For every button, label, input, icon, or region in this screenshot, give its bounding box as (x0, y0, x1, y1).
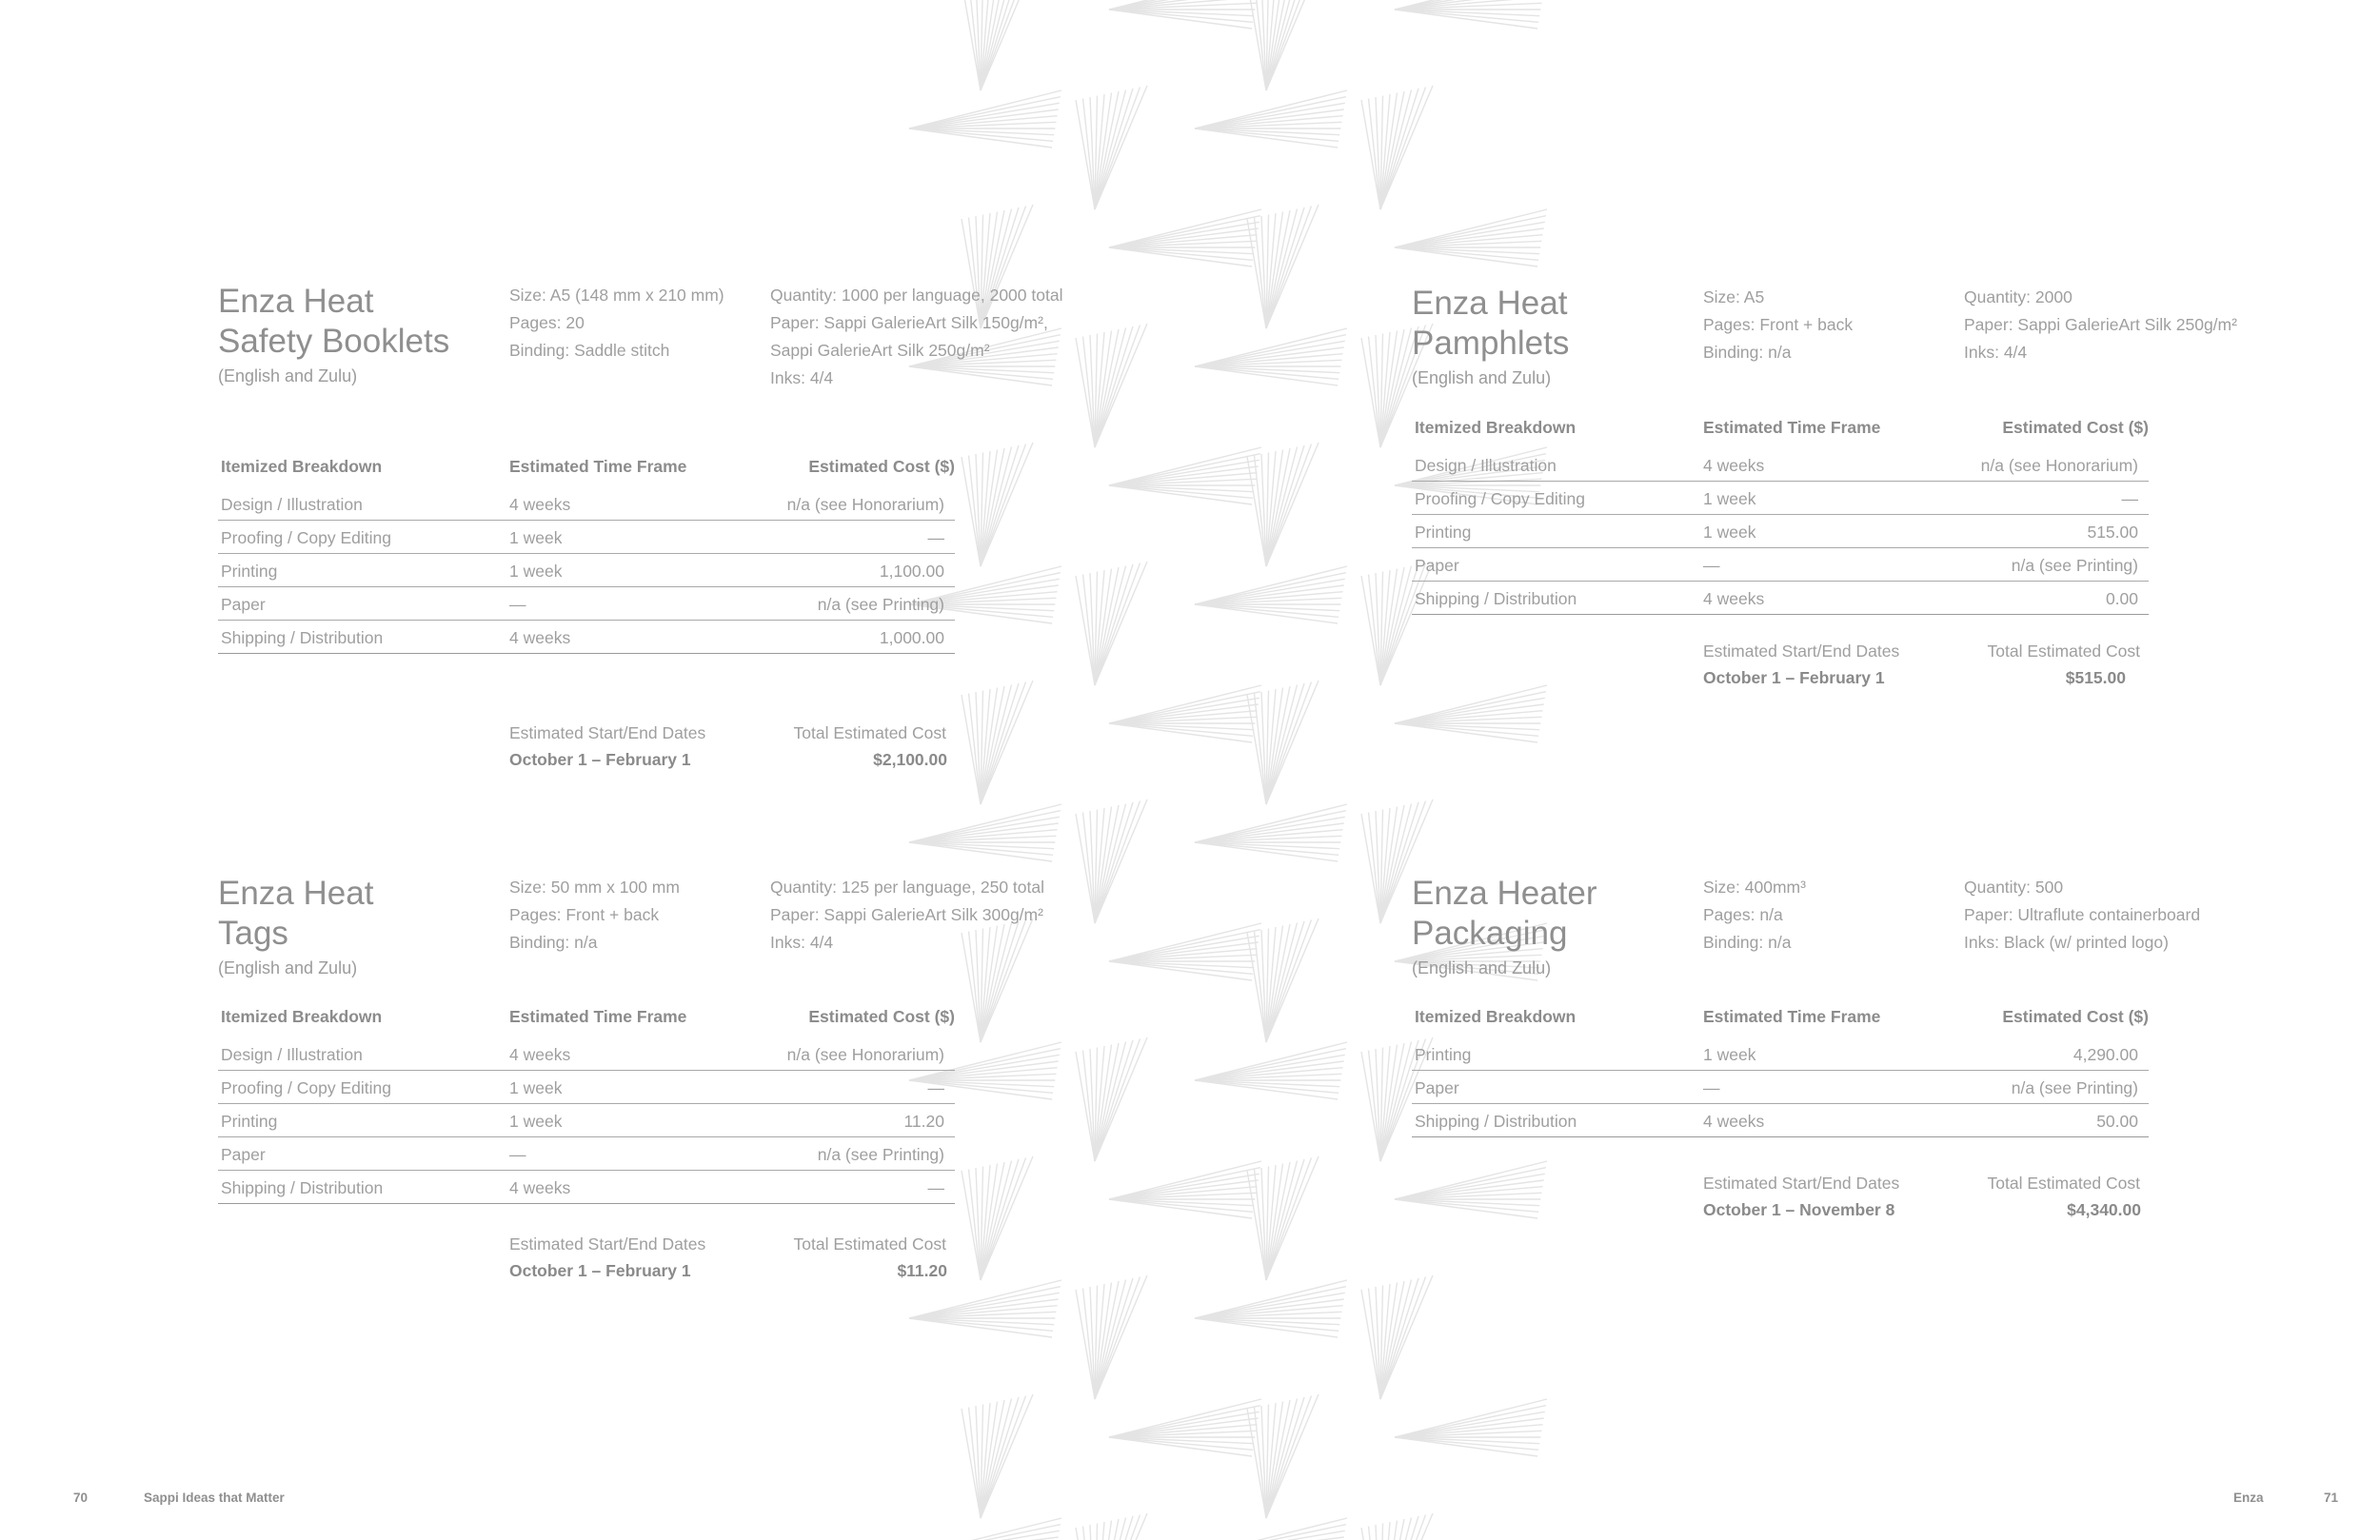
spec-size-pages-binding (509, 874, 680, 957)
total-cost-value: $515.00 (2065, 668, 2126, 687)
spec-paper: Paper: Ultraflute containerboard (1964, 905, 2201, 924)
project-subtitle: (English and Zulu) (1412, 958, 1552, 977)
spec-size: Size: A5 (148 mm x 210 mm) (509, 286, 724, 305)
table-row (1412, 515, 2149, 548)
row-item: Printing (221, 562, 278, 581)
row-time: 4 weeks (1703, 1112, 1765, 1131)
spec-pages: Pages: Front + back (509, 905, 660, 924)
row-time: 1 week (1703, 523, 1756, 542)
row-item: Shipping / Distribution (221, 1178, 384, 1197)
spec-paper: Paper: Sappi GalerieArt Silk 300g/m² (770, 905, 1043, 924)
project-heater-packaging (1412, 874, 2269, 1235)
row-item: Proofing / Copy Editing (1415, 489, 1585, 508)
row-cost: n/a (see Honorarium) (786, 495, 944, 514)
col-header-item: Itemized Breakdown (221, 457, 383, 476)
row-item: Proofing / Copy Editing (221, 1078, 391, 1097)
project-title-line-2: Tags (218, 915, 288, 952)
project-tags (218, 874, 1044, 1293)
row-item: Printing (1415, 1045, 1472, 1064)
table-row (218, 487, 955, 521)
row-cost: 11.20 (903, 1112, 944, 1131)
row-time: 4 weeks (509, 1045, 571, 1064)
row-time: 4 weeks (509, 1178, 571, 1197)
col-header-item: Itemized Breakdown (1415, 1007, 1577, 1026)
table-row (218, 554, 955, 587)
spec-quantity: Quantity: 500 (1964, 878, 2064, 897)
spec-binding: Binding: n/a (1703, 933, 1792, 952)
project-title-block (1412, 284, 1569, 390)
row-time: 1 week (509, 562, 563, 581)
total-cost-label: Total Estimated Cost (793, 1234, 946, 1254)
row-cost: 50.00 (2096, 1112, 2138, 1131)
table-row (218, 621, 955, 654)
project-pamphlets (1412, 284, 2269, 702)
row-time: 4 weeks (1703, 456, 1765, 475)
row-time: — (509, 595, 526, 614)
spec-binding: Binding: n/a (509, 933, 598, 952)
spec-quantity-paper-inks (770, 282, 1062, 392)
itemized-table (1412, 410, 2149, 615)
spec-pages: Pages: Front + back (1703, 315, 1854, 334)
total-cost-label: Total Estimated Cost (793, 723, 946, 742)
table-row (218, 521, 955, 554)
spec-binding: Binding: n/a (1703, 343, 1792, 362)
spec-paper-cont: Sappi GalerieArt Silk 250g/m² (770, 341, 990, 360)
table-row (1412, 1071, 2149, 1104)
row-time: 1 week (509, 1112, 563, 1131)
row-item: Paper (1415, 1078, 1459, 1097)
spec-size: Size: A5 (1703, 287, 1765, 306)
project-title-line-2: Safety Booklets (218, 323, 450, 360)
row-time: 4 weeks (509, 628, 571, 647)
spec-quantity: Quantity: 1000 per language, 2000 total (770, 286, 1063, 305)
spec-paper: Paper: Sappi GalerieArt Silk 250g/m² (1964, 315, 2237, 334)
table-row (1412, 448, 2149, 482)
spec-pages: Pages: 20 (509, 313, 585, 332)
row-cost: 0.00 (2105, 589, 2138, 608)
spec-binding: Binding: Saddle stitch (509, 341, 670, 360)
footer-right-title: Enza (2233, 1491, 2264, 1505)
totals-block (1703, 638, 2141, 695)
dates-value: October 1 – November 8 (1703, 1200, 1895, 1219)
table-row (1412, 482, 2149, 515)
total-cost-label: Total Estimated Cost (1987, 642, 2140, 661)
dates-value: October 1 – February 1 (1703, 668, 1885, 687)
row-cost: n/a (see Printing) (2011, 1078, 2138, 1097)
project-title-block (1412, 874, 1597, 980)
table-row (1412, 1104, 2149, 1137)
spec-size: Size: 50 mm x 100 mm (509, 878, 680, 897)
table-row (218, 1137, 955, 1171)
spec-size-pages-binding (509, 282, 724, 365)
spec-paper: Paper: Sappi GalerieArt Silk 150g/m², (770, 313, 1048, 332)
row-cost: 1,000.00 (879, 628, 944, 647)
itemized-table (218, 449, 955, 654)
spec-inks: Inks: 4/4 (770, 368, 834, 387)
row-item: Design / Illustration (221, 1045, 363, 1064)
spec-size-pages-binding (1703, 874, 1806, 957)
itemized-table (218, 999, 955, 1204)
col-header-time: Estimated Time Frame (1703, 1007, 1881, 1026)
dates-label: Estimated Start/End Dates (1703, 1174, 1900, 1193)
row-item: Proofing / Copy Editing (221, 528, 391, 547)
row-cost: n/a (see Honorarium) (1980, 456, 2138, 475)
col-header-cost: Estimated Cost ($) (808, 457, 955, 476)
spec-size-pages-binding (1703, 284, 1853, 366)
row-cost: 1,100.00 (879, 562, 944, 581)
col-header-time: Estimated Time Frame (509, 457, 687, 476)
footer-left-page-number: 70 (73, 1491, 89, 1505)
row-item: Design / Illustration (221, 495, 363, 514)
spec-inks: Inks: 4/4 (770, 933, 834, 952)
project-safety-booklets (218, 282, 1063, 777)
spec-size: Size: 400mm³ (1703, 878, 1806, 897)
col-header-cost: Estimated Cost ($) (2002, 1007, 2149, 1026)
row-time: 1 week (509, 1078, 563, 1097)
row-item: Printing (221, 1112, 278, 1131)
spec-quantity: Quantity: 2000 (1964, 287, 2073, 306)
total-cost-label: Total Estimated Cost (1987, 1174, 2140, 1193)
dates-value: October 1 – February 1 (509, 1261, 691, 1280)
row-cost: — (2121, 489, 2138, 508)
row-cost: n/a (see Printing) (817, 1145, 944, 1164)
table-row (1412, 582, 2149, 615)
total-cost-value: $4,340.00 (2067, 1200, 2141, 1219)
project-title-block (218, 282, 449, 388)
footer-left-title: Sappi Ideas that Matter (144, 1491, 285, 1505)
spec-quantity: Quantity: 125 per language, 250 total (770, 878, 1044, 897)
totals-block (1703, 1170, 2141, 1227)
project-title-line-1: Enza Heat (218, 875, 374, 912)
row-item: Shipping / Distribution (1415, 589, 1577, 608)
row-item: Paper (221, 1145, 266, 1164)
row-item: Shipping / Distribution (1415, 1112, 1577, 1131)
total-cost-value: $2,100.00 (873, 750, 947, 769)
project-subtitle: (English and Zulu) (1412, 368, 1552, 387)
dates-label: Estimated Start/End Dates (509, 1234, 706, 1254)
project-subtitle: (English and Zulu) (218, 958, 358, 977)
col-header-cost: Estimated Cost ($) (2002, 418, 2149, 437)
row-cost: — (927, 1078, 944, 1097)
spec-quantity-paper-inks (770, 874, 1044, 957)
col-header-time: Estimated Time Frame (1703, 418, 1881, 437)
totals-block (509, 720, 947, 777)
table-header-row (218, 999, 955, 1037)
dates-label: Estimated Start/End Dates (1703, 642, 1900, 661)
row-cost: n/a (see Printing) (817, 595, 944, 614)
spec-pages: Pages: n/a (1703, 905, 1783, 924)
col-header-item: Itemized Breakdown (1415, 418, 1577, 437)
project-title-line-1: Enza Heater (1412, 875, 1597, 912)
project-title-block (218, 874, 373, 980)
dates-label: Estimated Start/End Dates (509, 723, 706, 742)
row-item: Design / Illustration (1415, 456, 1557, 475)
footer-right-page-number: 71 (2324, 1491, 2339, 1505)
row-item: Paper (1415, 556, 1459, 575)
row-item: Paper (221, 595, 266, 614)
row-cost: n/a (see Printing) (2011, 556, 2138, 575)
col-header-cost: Estimated Cost ($) (808, 1007, 955, 1026)
spec-inks: Inks: 4/4 (1964, 343, 2028, 362)
table-header-row (1412, 410, 2149, 448)
project-title-line-2: Packaging (1412, 915, 1568, 952)
row-cost: n/a (see Honorarium) (786, 1045, 944, 1064)
total-cost-value: $11.20 (897, 1261, 947, 1280)
project-title-line-2: Pamphlets (1412, 325, 1570, 362)
table-row (1412, 548, 2149, 582)
table-row (1412, 1037, 2149, 1071)
itemized-table (1412, 999, 2149, 1137)
row-cost: — (927, 1178, 944, 1197)
project-title-line-1: Enza Heat (1412, 285, 1568, 322)
col-header-time: Estimated Time Frame (509, 1007, 687, 1026)
row-cost: 4,290.00 (2073, 1045, 2138, 1064)
row-time: — (509, 1145, 526, 1164)
col-header-item: Itemized Breakdown (221, 1007, 383, 1026)
project-title-line-1: Enza Heat (218, 283, 374, 320)
row-time: 1 week (509, 528, 563, 547)
row-item: Shipping / Distribution (221, 628, 384, 647)
table-row (218, 1037, 955, 1071)
dates-value: October 1 – February 1 (509, 750, 691, 769)
table-row (218, 1071, 955, 1104)
totals-block (509, 1231, 947, 1288)
row-item: Printing (1415, 523, 1472, 542)
table-header-row (1412, 999, 2149, 1037)
table-row (218, 1171, 955, 1204)
row-time: 4 weeks (509, 495, 571, 514)
project-subtitle: (English and Zulu) (218, 366, 358, 385)
row-cost: 515.00 (2087, 523, 2138, 542)
row-time: 1 week (1703, 1045, 1756, 1064)
row-time: — (1703, 556, 1720, 575)
table-header-row (218, 449, 955, 487)
row-cost: — (927, 528, 944, 547)
table-row (218, 1104, 955, 1137)
row-time: 1 week (1703, 489, 1756, 508)
spec-quantity-paper-inks (1964, 284, 2237, 366)
row-time: — (1703, 1078, 1720, 1097)
spec-inks: Inks: Black (w/ printed logo) (1964, 933, 2169, 952)
row-time: 4 weeks (1703, 589, 1765, 608)
spec-quantity-paper-inks (1964, 874, 2200, 957)
table-row (218, 587, 955, 621)
